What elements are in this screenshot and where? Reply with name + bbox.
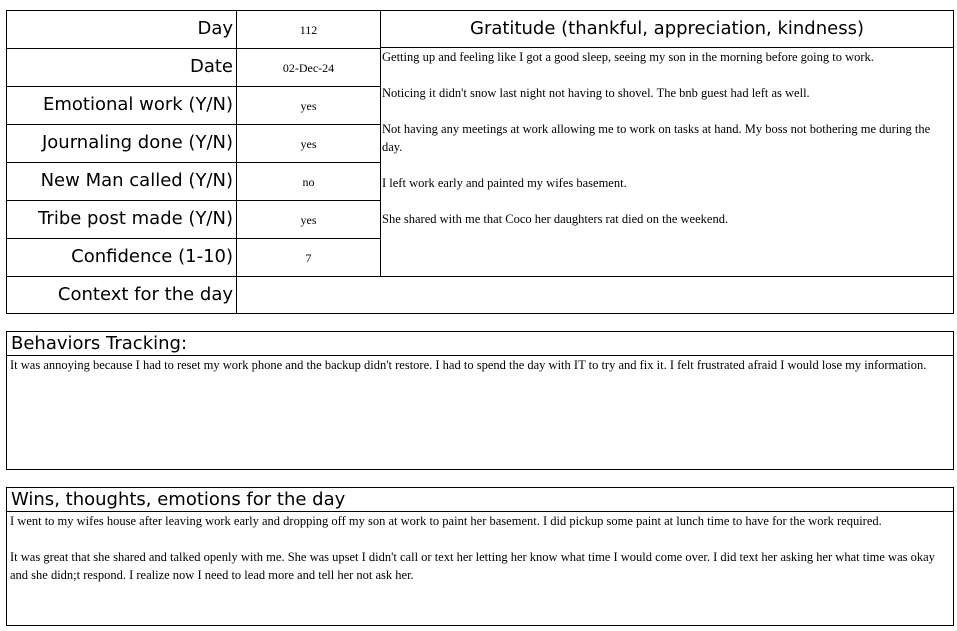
label-day: Day <box>6 10 237 49</box>
label-date: Date <box>6 48 237 87</box>
label-confidence: Confidence (1-10) <box>6 238 237 277</box>
behaviors-title: Behaviors Tracking: <box>7 332 953 356</box>
label-emotional-work: Emotional work (Y/N) <box>6 86 237 125</box>
label-new-man-called: New Man called (Y/N) <box>6 162 237 201</box>
gratitude-entry: Getting up and feeling like I got a good sleep, seeing my son in the morning before going to work. <box>382 50 874 64</box>
value-confidence: 7 <box>236 238 381 277</box>
wins-body <box>7 512 953 584</box>
gratitude-entry: Not having any meetings at work allowing me to work on tasks at hand. My boss not bothering me during the day. <box>382 122 931 154</box>
value-context <box>236 276 954 314</box>
gratitude-entry: She shared with me that Coco her daughters rat died on the weekend. <box>382 212 729 226</box>
wins-title: Wins, thoughts, emotions for the day <box>7 488 953 512</box>
gratitude-title: Gratitude (thankful, appreciation, kindness) <box>381 11 953 48</box>
label-journaling: Journaling done (Y/N) <box>6 124 237 163</box>
wins-paragraph: I went to my wifes house after leaving work early and dropping off my son at work to paint her basement. I did pickup some paint at lunch time to have for the work required. <box>10 514 882 528</box>
behaviors-section <box>6 331 954 470</box>
value-day: 112 <box>236 10 381 49</box>
wins-paragraph: It was great that she shared and talked openly with me. She was upset I didn't call or text her letting her know what time I would come over. I did text her asking her what time was okay and she didn;t respond. I realize now I need to lead more and tell her not ask her. <box>10 550 935 582</box>
value-date: 02-Dec-24 <box>236 48 381 87</box>
value-new-man-called: no <box>236 162 381 201</box>
label-tribe-post: Tribe post made (Y/N) <box>6 200 237 239</box>
gratitude-entry: I left work early and painted my wifes basement. <box>382 176 627 190</box>
value-journaling: yes <box>236 124 381 163</box>
value-tribe-post: yes <box>236 200 381 239</box>
gratitude-entry: Noticing it didn't snow last night not having to shovel. The bnb guest had left as well. <box>382 86 810 100</box>
behaviors-text: It was annoying because I had to reset my work phone and the backup didn't restore. I had to spend the day with IT to try and fix it. I felt frustrated afraid I would lose my information. <box>10 358 927 372</box>
label-context: Context for the day <box>6 276 237 314</box>
wins-section <box>6 487 954 626</box>
gratitude-panel <box>380 10 954 277</box>
value-emotional-work: yes <box>236 86 381 125</box>
